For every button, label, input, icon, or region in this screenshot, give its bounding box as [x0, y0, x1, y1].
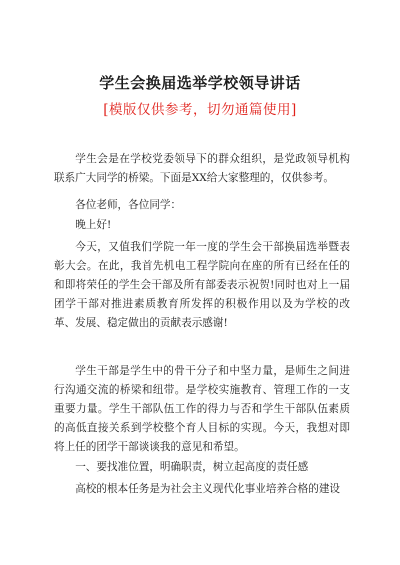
- paragraph-task: 高校的根本任务是为社会主义现代化事业培养合格的建设: [75, 483, 341, 495]
- paragraph-opening: 今天，又值我们学院一年一度的学生会干部换届选举暨表彰大会。在此，我首先机电工程学院向在座的所有已经在任的和即将荣任的学生会干部及所有部委表示祝贺!同时也对上一届团学干部对推进素质教育所发挥的积极作用以及为学校的改革、发展、稳定做出的贡献表示感谢!: [54, 241, 350, 329]
- template-notice: [模版仅供参考，切勿通篇使用]: [103, 102, 297, 118]
- greeting: 晚上好!: [75, 219, 112, 231]
- salutation: 各位老师，各位同学：: [75, 199, 182, 211]
- section-heading-1: 一、要找准位置，明确职责，树立起高度的责任感: [75, 461, 309, 473]
- paragraph-cadres: 学生干部是学生中的骨干分子和中坚力量，是师生之间进行沟通交流的桥梁和纽带。是学校实施教育、管理工作的一支重要力量。学生干部队伍工作的得力与否和学生干部队伍素质的高低直接关系到学校整个育人目标的实现。今天，我想对即将上任的团学干部谈谈我的意见和希望。: [54, 365, 350, 453]
- intro-paragraph: 学生会是在学校党委领导下的群众组织，是党政领导机构联系广大同学的桥梁。下面是XX给大家整理的，仅供参考。: [54, 153, 350, 184]
- document-title: 学生会换届选举学校领导讲话: [99, 74, 301, 92]
